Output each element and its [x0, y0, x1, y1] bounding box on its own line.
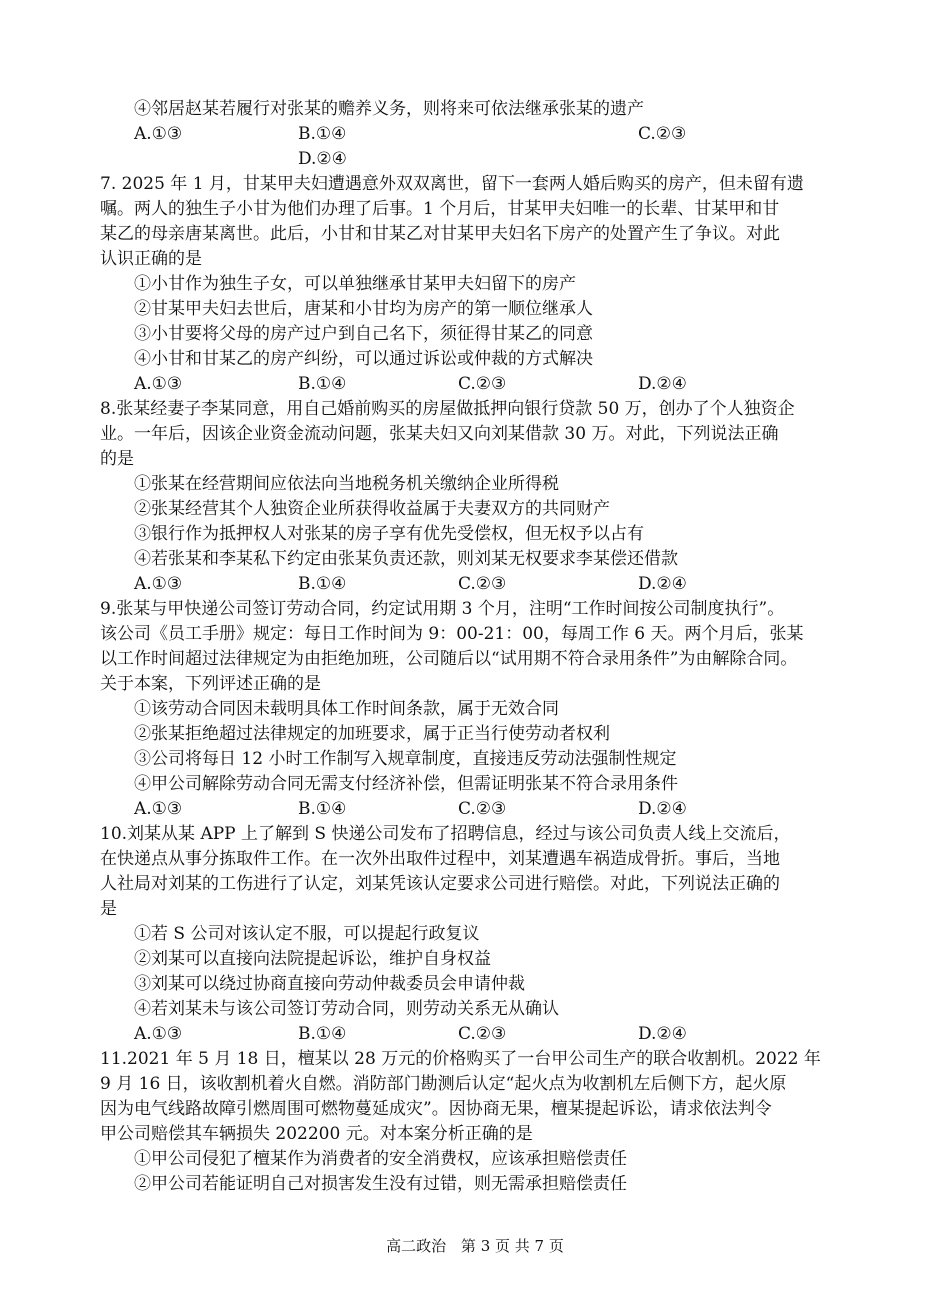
- q10-choice-d: D.②④: [638, 1024, 687, 1044]
- q9-option-1: ①该劳动合同因未载明具体工作时间条款，属于无效合同: [134, 699, 559, 719]
- footer-page-number: 第 3 页 共 7 页: [460, 1237, 564, 1255]
- q9-option-3: ③公司将每日 12 小时工作制写入规章制度，直接违反劳动法强制性规定: [134, 749, 677, 769]
- q11-stem-line: 9 月 16 日，该收割机着火自燃。消防部门勘测后认定“起火点为收割机左后侧下方，起火原: [100, 1074, 787, 1094]
- q7-choice-b: B.①④: [298, 374, 347, 394]
- footer-subject: 高二政治: [386, 1237, 447, 1255]
- q9-stem-line: 关于本案，下列评述正确的是: [100, 674, 321, 694]
- q9-option-4: ④甲公司解除劳动合同无需支付经济补偿，但需证明张某不符合录用条件: [134, 774, 678, 794]
- q8-option-1: ①张某在经营期间应依法向当地税务机关缴纳企业所得税: [134, 474, 559, 494]
- page-content: [100, 97, 890, 1197]
- q7-option-4: ④小甘和甘某乙的房产纠纷，可以通过诉讼或仲裁的方式解决: [134, 349, 593, 369]
- q9-stem-line: 9.张某与甲快递公司签订劳动合同，约定试用期 3 个月，注明“工作时间按公司制度执行”。: [100, 599, 785, 619]
- q8-option-4: ④若张某和李某私下约定由张某负责还款，则刘某无权要求李某偿还借款: [134, 549, 678, 569]
- q7-option-2: ②甘某甲夫妇去世后，唐某和小甘均为房产的第一顺位继承人: [134, 299, 593, 319]
- q10-stem-line: 是: [100, 899, 117, 919]
- q9-choice-a: A.①③: [134, 799, 183, 819]
- q11-stem-line: 11.2021 年 5 月 18 日，檀某以 28 万元的价格购买了一台甲公司生产的联合收割机。2022 年: [100, 1049, 821, 1069]
- question-8: [100, 397, 890, 597]
- q6-choice-d: D.②④: [298, 149, 347, 169]
- q10-stem-line: 人社局对刘某的工伤进行了认定，刘某凭该认定要求公司进行赔偿。对此，下列说法正确的: [100, 874, 780, 894]
- question-7: [100, 172, 890, 397]
- q10-option-1: ①若 S 公司对该认定不服，可以提起行政复议: [134, 924, 480, 944]
- q8-stem-line: 8.张某经妻子李某同意，用自己婚前购买的房屋做抵押向银行贷款 50 万，创办了个人独资企: [100, 399, 795, 419]
- q10-option-2: ②刘某可以直接向法院提起诉讼，维护自身权益: [134, 949, 491, 969]
- q10-choices: [100, 1022, 890, 1047]
- q7-stem-line: 嘱。两人的独生子小甘为他们办理了后事。1 个月后，甘某甲夫妇唯一的长辈、甘某甲和甘: [100, 199, 780, 219]
- q6-choice-c: C.②③: [638, 124, 687, 144]
- question-11: [100, 1047, 890, 1197]
- q9-stem-line: 以工作时间超过法律规定为由拒绝加班，公司随后以“试用期不符合录用条件”为由解除合同。: [100, 649, 798, 669]
- q8-stem-line: 业。一年后，因该企业资金流动问题，张某夫妇又向刘某借款 30 万。对此，下列说法正确: [100, 424, 779, 444]
- q8-choice-d: D.②④: [638, 574, 687, 594]
- q7-choice-c: C.②③: [458, 374, 507, 394]
- q7-option-1: ①小甘作为独生子女，可以单独继承甘某甲夫妇留下的房产: [134, 274, 576, 294]
- q7-choices: [100, 372, 890, 397]
- q8-choice-b: B.①④: [298, 574, 347, 594]
- q10-choice-a: A.①③: [134, 1024, 183, 1044]
- q11-option-2: ②甲公司若能证明自己对损害发生没有过错，则无需承担赔偿责任: [134, 1174, 627, 1194]
- q8-choice-a: A.①③: [134, 574, 183, 594]
- q11-stem-line: 因为电气线路故障引燃周围可燃物蔓延成灾”。因协商无果，檀某提起诉讼，请求依法判令: [100, 1099, 772, 1119]
- q9-stem-line: 该公司《员工手册》规定：每日工作时间为 9：00-21：00，每周工作 6 天。两个月后，张某: [100, 624, 804, 644]
- q8-choice-c: C.②③: [458, 574, 507, 594]
- q6-choices: [100, 122, 890, 172]
- q7-choice-a: A.①③: [134, 374, 183, 394]
- q8-option-3: ③银行作为抵押权人对张某的房子享有优先受偿权，但无权予以占有: [134, 524, 644, 544]
- q6-choice-a: A.①③: [134, 124, 183, 144]
- q9-option-2: ②张某拒绝超过法律规定的加班要求，属于正当行使劳动者权利: [134, 724, 610, 744]
- q10-choice-c: C.②③: [458, 1024, 507, 1044]
- q7-choice-d: D.②④: [638, 374, 687, 394]
- q9-choice-b: B.①④: [298, 799, 347, 819]
- q8-choices: [100, 572, 890, 597]
- q8-option-2: ②张某经营其个人独资企业所获得收益属于夫妻双方的共同财产: [134, 499, 610, 519]
- q10-stem-line: 在快递点从事分拣取件工作。在一次外出取件过程中，刘某遭遇车祸造成骨折。事后，当地: [100, 849, 780, 869]
- q11-option-1: ①甲公司侵犯了檀某作为消费者的安全消费权，应该承担赔偿责任: [134, 1149, 627, 1169]
- question-10: [100, 822, 890, 1047]
- q10-option-3: ③刘某可以绕过协商直接向劳动仲裁委员会申请仲裁: [134, 974, 525, 994]
- q7-stem-line: 某乙的母亲唐某离世。此后，小甘和甘某乙对甘某甲夫妇名下房产的处置产生了争议。对此: [100, 224, 780, 244]
- q11-stem-line: 甲公司赔偿其车辆损失 202200 元。对本案分析正确的是: [100, 1124, 533, 1144]
- q6-choice-b: B.①④: [298, 124, 347, 144]
- q10-choice-b: B.①④: [298, 1024, 347, 1044]
- q9-choice-d: D.②④: [638, 799, 687, 819]
- q6-option-4: ④邻居赵某若履行对张某的赡养义务，则将来可依法继承张某的遗产: [134, 99, 644, 119]
- q9-choice-c: C.②③: [458, 799, 507, 819]
- q8-stem-line: 的是: [100, 449, 134, 469]
- q7-stem-line: 7. 2025 年 1 月，甘某甲夫妇遭遇意外双双离世，留下一套两人婚后购买的房产，但未留有遗: [100, 174, 804, 194]
- q7-stem-line: 认识正确的是: [100, 249, 202, 269]
- page-footer: [0, 1236, 950, 1256]
- q10-stem-line: 10.刘某从某 APP 上了解到 S 快递公司发布了招聘信息，经过与该公司负责人线上交流后，: [100, 824, 791, 844]
- question-9: [100, 597, 890, 822]
- q9-choices: [100, 797, 890, 822]
- q7-option-3: ③小甘要将父母的房产过户到自己名下，须征得甘某乙的同意: [134, 324, 593, 344]
- q10-option-4: ④若刘某未与该公司签订劳动合同，则劳动关系无从确认: [134, 999, 559, 1019]
